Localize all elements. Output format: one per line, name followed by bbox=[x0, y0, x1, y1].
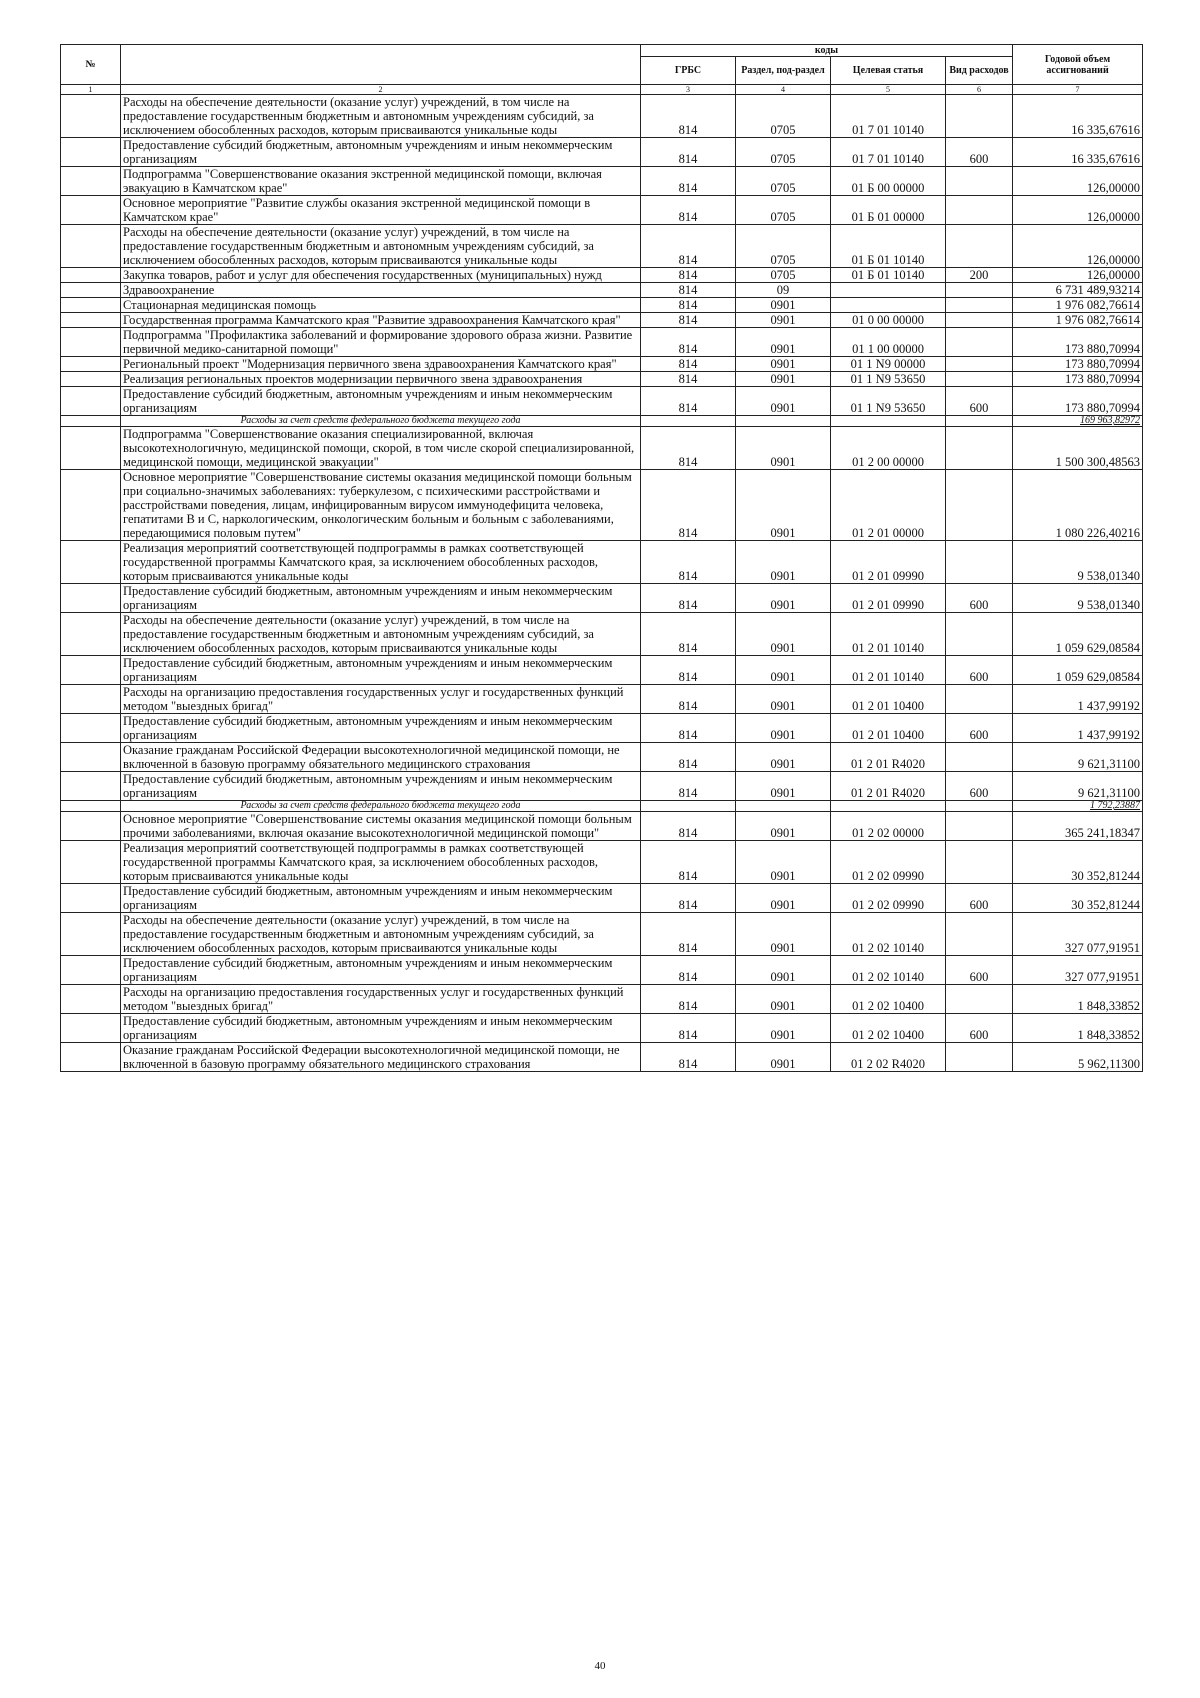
row-expense-type bbox=[946, 812, 1013, 841]
row-expense-type bbox=[946, 841, 1013, 884]
row-expense-type: 600 bbox=[946, 714, 1013, 743]
row-expense-type: 200 bbox=[946, 268, 1013, 283]
row-amount: 1 976 082,76614 bbox=[1013, 313, 1143, 328]
table-row bbox=[61, 812, 1143, 841]
row-target-article: 01 Б 01 10140 bbox=[831, 268, 946, 283]
row-target-article: 01 2 01 10140 bbox=[831, 613, 946, 656]
header-razdel: Раздел, под-раздел bbox=[736, 57, 831, 85]
row-name: Расходы на обеспечение деятельности (оказание услуг) учреждений, в том числе на предоставление государственным бюджетным и автономным учреждениям субсидий, за исключением обособленных расходов, которым присваиваются уникальные коды bbox=[121, 913, 641, 956]
table-row bbox=[61, 685, 1143, 714]
row-number bbox=[61, 328, 121, 357]
col-num: 5 bbox=[831, 85, 946, 95]
row-grbs: 814 bbox=[641, 268, 736, 283]
row-grbs: 814 bbox=[641, 225, 736, 268]
col-num: 2 bbox=[121, 85, 641, 95]
row-amount: 30 352,81244 bbox=[1013, 841, 1143, 884]
row-number bbox=[61, 387, 121, 416]
row-expense-type bbox=[946, 416, 1013, 427]
row-amount: 126,00000 bbox=[1013, 196, 1143, 225]
row-grbs: 814 bbox=[641, 541, 736, 584]
row-razdel: 0901 bbox=[736, 357, 831, 372]
row-grbs: 814 bbox=[641, 138, 736, 167]
row-target-article: 01 7 01 10140 bbox=[831, 138, 946, 167]
table-row bbox=[61, 956, 1143, 985]
row-razdel: 0705 bbox=[736, 167, 831, 196]
row-target-article: 01 2 01 10140 bbox=[831, 656, 946, 685]
row-razdel: 0901 bbox=[736, 743, 831, 772]
row-target-article: 01 1 00 00000 bbox=[831, 328, 946, 357]
row-target-article: 01 1 N9 00000 bbox=[831, 357, 946, 372]
row-expense-type bbox=[946, 685, 1013, 714]
row-grbs: 814 bbox=[641, 743, 736, 772]
row-target-article: 01 2 01 R4020 bbox=[831, 772, 946, 801]
row-amount: 16 335,67616 bbox=[1013, 138, 1143, 167]
row-target-article: 01 2 01 10400 bbox=[831, 685, 946, 714]
table-row bbox=[61, 884, 1143, 913]
row-grbs: 814 bbox=[641, 95, 736, 138]
row-number bbox=[61, 841, 121, 884]
row-razdel: 0901 bbox=[736, 387, 831, 416]
row-grbs: 814 bbox=[641, 357, 736, 372]
row-amount: 1 437,99192 bbox=[1013, 714, 1143, 743]
row-name: Основное мероприятие "Совершенствование системы оказания медицинской помощи больным при социально-значимых заболеваниях: туберкулезом, с психическими расстройствами и расстройствами поведения, лицам, инфицированным вирусом иммунодефицита человека, гепатитами В и С, наркологическим, онкологическим больным и больным с заболеваниями, передающимися половым путем" bbox=[121, 470, 641, 541]
row-number bbox=[61, 584, 121, 613]
row-amount: 1 500 300,48563 bbox=[1013, 427, 1143, 470]
row-expense-type bbox=[946, 470, 1013, 541]
row-amount: 1 437,99192 bbox=[1013, 685, 1143, 714]
row-target-article: 01 2 02 00000 bbox=[831, 812, 946, 841]
row-number bbox=[61, 357, 121, 372]
row-amount: 173 880,70994 bbox=[1013, 372, 1143, 387]
row-number bbox=[61, 656, 121, 685]
row-number bbox=[61, 613, 121, 656]
row-expense-type bbox=[946, 372, 1013, 387]
row-amount: 126,00000 bbox=[1013, 167, 1143, 196]
row-amount: 6 731 489,93214 bbox=[1013, 283, 1143, 298]
row-expense-type bbox=[946, 427, 1013, 470]
row-amount: 173 880,70994 bbox=[1013, 387, 1143, 416]
row-razdel: 09 bbox=[736, 283, 831, 298]
row-name: Предоставление субсидий бюджетным, автономным учреждениям и иным некоммерческим организациям bbox=[121, 1014, 641, 1043]
row-razdel: 0901 bbox=[736, 584, 831, 613]
row-razdel: 0901 bbox=[736, 772, 831, 801]
row-number bbox=[61, 372, 121, 387]
row-amount: 169 963,82972 bbox=[1013, 416, 1143, 427]
col-num: 4 bbox=[736, 85, 831, 95]
row-razdel: 0901 bbox=[736, 313, 831, 328]
row-number bbox=[61, 743, 121, 772]
row-amount: 9 538,01340 bbox=[1013, 541, 1143, 584]
row-grbs: 814 bbox=[641, 772, 736, 801]
row-number bbox=[61, 225, 121, 268]
row-name: Основное мероприятие "Развитие службы оказания экстренной медицинской помощи в Камчатском крае" bbox=[121, 196, 641, 225]
row-number bbox=[61, 470, 121, 541]
row-name: Оказание гражданам Российской Федерации высокотехнологичной медицинской помощи, не включенной в базовую программу обязательного медицинского страхования bbox=[121, 743, 641, 772]
row-number bbox=[61, 884, 121, 913]
row-razdel: 0901 bbox=[736, 613, 831, 656]
row-target-article bbox=[831, 416, 946, 427]
row-amount: 9 621,31100 bbox=[1013, 772, 1143, 801]
table-row bbox=[61, 95, 1143, 138]
table-row bbox=[61, 584, 1143, 613]
page-number: 40 bbox=[594, 1660, 606, 1672]
row-grbs: 814 bbox=[641, 283, 736, 298]
row-number bbox=[61, 427, 121, 470]
row-number bbox=[61, 416, 121, 427]
table-row bbox=[61, 743, 1143, 772]
row-razdel: 0901 bbox=[736, 470, 831, 541]
row-grbs: 814 bbox=[641, 167, 736, 196]
table-row bbox=[61, 167, 1143, 196]
row-grbs: 814 bbox=[641, 298, 736, 313]
table-row bbox=[61, 225, 1143, 268]
table-row bbox=[61, 313, 1143, 328]
table-row bbox=[61, 656, 1143, 685]
col-num: 7 bbox=[1013, 85, 1143, 95]
row-target-article: 01 2 01 R4020 bbox=[831, 743, 946, 772]
row-name: Предоставление субсидий бюджетным, автономным учреждениям и иным некоммерческим организациям bbox=[121, 584, 641, 613]
row-expense-type: 600 bbox=[946, 584, 1013, 613]
row-expense-type: 600 bbox=[946, 138, 1013, 167]
row-number bbox=[61, 801, 121, 812]
table-row bbox=[61, 772, 1143, 801]
row-number bbox=[61, 541, 121, 584]
row-target-article: 01 7 01 10140 bbox=[831, 95, 946, 138]
row-name: Основное мероприятие "Совершенствование системы оказания медицинской помощи больным прочими заболеваниями, включая оказание высокотехнологичной медицинской помощи" bbox=[121, 812, 641, 841]
row-amount: 173 880,70994 bbox=[1013, 357, 1143, 372]
row-target-article: 01 Б 01 10140 bbox=[831, 225, 946, 268]
row-amount: 9 538,01340 bbox=[1013, 584, 1143, 613]
row-razdel: 0901 bbox=[736, 913, 831, 956]
row-number bbox=[61, 138, 121, 167]
row-number bbox=[61, 985, 121, 1014]
table-row bbox=[61, 138, 1143, 167]
row-name: Реализация региональных проектов модернизации первичного звена здравоохранения bbox=[121, 372, 641, 387]
table-row bbox=[61, 841, 1143, 884]
row-target-article: 01 2 01 10400 bbox=[831, 714, 946, 743]
row-target-article: 01 2 02 R4020 bbox=[831, 1043, 946, 1072]
row-grbs: 814 bbox=[641, 956, 736, 985]
row-grbs: 814 bbox=[641, 584, 736, 613]
budget-table bbox=[60, 44, 1143, 1072]
row-grbs: 814 bbox=[641, 1014, 736, 1043]
row-name: Расходы за счет средств федерального бюджета текущего года bbox=[121, 416, 641, 427]
col-num: 3 bbox=[641, 85, 736, 95]
row-expense-type: 600 bbox=[946, 656, 1013, 685]
row-razdel bbox=[736, 801, 831, 812]
row-expense-type bbox=[946, 95, 1013, 138]
row-expense-type bbox=[946, 328, 1013, 357]
row-grbs: 814 bbox=[641, 985, 736, 1014]
col-num: 1 bbox=[61, 85, 121, 95]
row-name: Расходы за счет средств федерального бюджета текущего года bbox=[121, 801, 641, 812]
row-razdel: 0901 bbox=[736, 427, 831, 470]
row-target-article: 01 2 02 10400 bbox=[831, 1014, 946, 1043]
row-target-article: 01 0 00 00000 bbox=[831, 313, 946, 328]
row-target-article bbox=[831, 283, 946, 298]
row-number bbox=[61, 956, 121, 985]
row-name: Стационарная медицинская помощь bbox=[121, 298, 641, 313]
row-target-article: 01 Б 01 00000 bbox=[831, 196, 946, 225]
row-amount: 173 880,70994 bbox=[1013, 328, 1143, 357]
row-target-article: 01 2 01 09990 bbox=[831, 584, 946, 613]
row-grbs: 814 bbox=[641, 714, 736, 743]
row-target-article: 01 Б 00 00000 bbox=[831, 167, 946, 196]
row-name: Закупка товаров, работ и услуг для обеспечения государственных (муниципальных) нужд bbox=[121, 268, 641, 283]
row-name: Государственная программа Камчатского края "Развитие здравоохранения Камчатского края" bbox=[121, 313, 641, 328]
row-amount: 1 848,33852 bbox=[1013, 985, 1143, 1014]
row-number bbox=[61, 268, 121, 283]
row-expense-type bbox=[946, 313, 1013, 328]
row-number bbox=[61, 196, 121, 225]
row-razdel: 0901 bbox=[736, 298, 831, 313]
row-razdel: 0901 bbox=[736, 884, 831, 913]
row-number bbox=[61, 714, 121, 743]
row-expense-type bbox=[946, 801, 1013, 812]
row-razdel: 0901 bbox=[736, 985, 831, 1014]
row-amount: 5 962,11300 bbox=[1013, 1043, 1143, 1072]
table-row bbox=[61, 298, 1143, 313]
row-target-article: 01 2 00 00000 bbox=[831, 427, 946, 470]
row-amount: 327 077,91951 bbox=[1013, 956, 1143, 985]
table-row bbox=[61, 328, 1143, 357]
table-row bbox=[61, 801, 1143, 812]
row-number bbox=[61, 772, 121, 801]
row-name: Реализация мероприятий соответствующей подпрограммы в рамках соответствующей государственной программы Камчатского края, за исключением обособленных расходов, которым присваиваются уникальные коды bbox=[121, 841, 641, 884]
row-expense-type: 600 bbox=[946, 1014, 1013, 1043]
table-row bbox=[61, 372, 1143, 387]
row-name: Реализация мероприятий соответствующей подпрограммы в рамках соответствующей государственной программы Камчатского края, за исключением обособленных расходов, которым присваиваются уникальные коды bbox=[121, 541, 641, 584]
row-razdel: 0901 bbox=[736, 956, 831, 985]
row-expense-type bbox=[946, 985, 1013, 1014]
table-row bbox=[61, 613, 1143, 656]
row-number bbox=[61, 913, 121, 956]
table-row bbox=[61, 416, 1143, 427]
row-razdel bbox=[736, 416, 831, 427]
table-row bbox=[61, 427, 1143, 470]
row-number bbox=[61, 167, 121, 196]
table-row bbox=[61, 1014, 1143, 1043]
row-expense-type bbox=[946, 298, 1013, 313]
row-grbs: 814 bbox=[641, 427, 736, 470]
row-expense-type bbox=[946, 357, 1013, 372]
row-expense-type bbox=[946, 541, 1013, 584]
row-expense-type: 600 bbox=[946, 884, 1013, 913]
row-expense-type bbox=[946, 196, 1013, 225]
row-name: Оказание гражданам Российской Федерации высокотехнологичной медицинской помощи, не включенной в базовую программу обязательного медицинского страхования bbox=[121, 1043, 641, 1072]
col-num: 6 bbox=[946, 85, 1013, 95]
row-grbs: 814 bbox=[641, 913, 736, 956]
row-target-article: 01 2 01 00000 bbox=[831, 470, 946, 541]
row-expense-type: 600 bbox=[946, 387, 1013, 416]
row-number bbox=[61, 685, 121, 714]
header-tselevaya: Целевая статья bbox=[831, 57, 946, 85]
header-grbs: ГРБС bbox=[641, 57, 736, 85]
header-name bbox=[121, 45, 641, 85]
row-target-article: 01 2 02 10140 bbox=[831, 956, 946, 985]
row-target-article: 01 1 N9 53650 bbox=[831, 372, 946, 387]
row-amount: 16 335,67616 bbox=[1013, 95, 1143, 138]
row-amount: 9 621,31100 bbox=[1013, 743, 1143, 772]
row-name: Здравоохранение bbox=[121, 283, 641, 298]
row-amount: 1 792,23887 bbox=[1013, 801, 1143, 812]
row-grbs: 814 bbox=[641, 328, 736, 357]
row-expense-type bbox=[946, 225, 1013, 268]
row-amount: 126,00000 bbox=[1013, 225, 1143, 268]
row-grbs bbox=[641, 801, 736, 812]
row-name: Предоставление субсидий бюджетным, автономным учреждениям и иным некоммерческим организациям bbox=[121, 884, 641, 913]
row-expense-type bbox=[946, 1043, 1013, 1072]
row-target-article: 01 2 01 09990 bbox=[831, 541, 946, 584]
row-amount: 1 848,33852 bbox=[1013, 1014, 1143, 1043]
row-target-article: 01 2 02 09990 bbox=[831, 841, 946, 884]
row-target-article: 01 2 02 10400 bbox=[831, 985, 946, 1014]
row-grbs: 814 bbox=[641, 656, 736, 685]
row-number bbox=[61, 1043, 121, 1072]
row-grbs: 814 bbox=[641, 372, 736, 387]
row-grbs: 814 bbox=[641, 613, 736, 656]
row-name: Подпрограмма "Совершенствование оказания экстренной медицинской помощи, включая эвакуацию в Камчатском крае" bbox=[121, 167, 641, 196]
table-row bbox=[61, 268, 1143, 283]
row-amount: 1 059 629,08584 bbox=[1013, 656, 1143, 685]
row-number bbox=[61, 812, 121, 841]
row-name: Расходы на обеспечение деятельности (оказание услуг) учреждений, в том числе на предоставление государственным бюджетным и автономным учреждениям субсидий, за исключением обособленных расходов, которым присваиваются уникальные коды bbox=[121, 613, 641, 656]
row-expense-type bbox=[946, 167, 1013, 196]
table-row bbox=[61, 357, 1143, 372]
row-number bbox=[61, 1014, 121, 1043]
row-razdel: 0901 bbox=[736, 685, 831, 714]
row-grbs: 814 bbox=[641, 313, 736, 328]
row-name: Расходы на обеспечение деятельности (оказание услуг) учреждений, в том числе на предоставление государственным бюджетным и автономным учреждениям субсидий, за исключением обособленных расходов, которым присваиваются уникальные коды bbox=[121, 95, 641, 138]
row-name: Расходы на организацию предоставления государственных услуг и государственных функций методом "выездных бригад" bbox=[121, 985, 641, 1014]
row-razdel: 0705 bbox=[736, 196, 831, 225]
header-vid: Вид расходов bbox=[946, 57, 1013, 85]
table-row bbox=[61, 283, 1143, 298]
row-name: Предоставление субсидий бюджетным, автономным учреждениям и иным некоммерческим организациям bbox=[121, 956, 641, 985]
row-name: Предоставление субсидий бюджетным, автономным учреждениям и иным некоммерческим организациям bbox=[121, 714, 641, 743]
row-expense-type bbox=[946, 613, 1013, 656]
row-razdel: 0901 bbox=[736, 812, 831, 841]
row-grbs: 814 bbox=[641, 812, 736, 841]
row-name: Расходы на обеспечение деятельности (оказание услуг) учреждений, в том числе на предоставление государственным бюджетным и автономным учреждениям субсидий, за исключением обособленных расходов, которым присваиваются уникальные коды bbox=[121, 225, 641, 268]
table-row bbox=[61, 196, 1143, 225]
header-codes: коды bbox=[641, 45, 1013, 57]
row-expense-type: 600 bbox=[946, 956, 1013, 985]
row-razdel: 0901 bbox=[736, 328, 831, 357]
row-expense-type bbox=[946, 743, 1013, 772]
row-name: Предоставление субсидий бюджетным, автономным учреждениям и иным некоммерческим организациям bbox=[121, 387, 641, 416]
row-amount: 1 059 629,08584 bbox=[1013, 613, 1143, 656]
row-razdel: 0705 bbox=[736, 138, 831, 167]
row-amount: 327 077,91951 bbox=[1013, 913, 1143, 956]
row-razdel: 0901 bbox=[736, 1014, 831, 1043]
table-row bbox=[61, 1043, 1143, 1072]
header-no: № bbox=[61, 45, 121, 85]
row-amount: 365 241,18347 bbox=[1013, 812, 1143, 841]
row-grbs: 814 bbox=[641, 884, 736, 913]
row-razdel: 0901 bbox=[736, 841, 831, 884]
row-expense-type: 600 bbox=[946, 772, 1013, 801]
row-name: Региональный проект "Модернизация первичного звена здравоохранения Камчатского края" bbox=[121, 357, 641, 372]
row-razdel: 0901 bbox=[736, 656, 831, 685]
row-number bbox=[61, 313, 121, 328]
row-razdel: 0705 bbox=[736, 225, 831, 268]
row-grbs: 814 bbox=[641, 196, 736, 225]
row-name: Предоставление субсидий бюджетным, автономным учреждениям и иным некоммерческим организациям bbox=[121, 772, 641, 801]
row-target-article: 01 2 02 10140 bbox=[831, 913, 946, 956]
row-name: Подпрограмма "Профилактика заболеваний и формирование здорового образа жизни. Развитие первичной медико-санитарной помощи" bbox=[121, 328, 641, 357]
row-grbs: 814 bbox=[641, 387, 736, 416]
table-row bbox=[61, 387, 1143, 416]
row-target-article bbox=[831, 801, 946, 812]
row-number bbox=[61, 95, 121, 138]
row-amount: 1 976 082,76614 bbox=[1013, 298, 1143, 313]
row-name: Подпрограмма "Совершенствование оказания специализированной, включая высокотехнологичную, медицинской помощи, скорой, в том числе скорой специализированной, медицинской помощи, медицинской эвакуации" bbox=[121, 427, 641, 470]
row-expense-type bbox=[946, 283, 1013, 298]
header-volume: Годовой объем ассигнований bbox=[1013, 45, 1143, 85]
row-razdel: 0901 bbox=[736, 541, 831, 584]
row-target-article bbox=[831, 298, 946, 313]
row-name: Расходы на организацию предоставления государственных услуг и государственных функций методом "выездных бригад" bbox=[121, 685, 641, 714]
row-razdel: 0705 bbox=[736, 268, 831, 283]
table-row bbox=[61, 541, 1143, 584]
row-razdel: 0901 bbox=[736, 714, 831, 743]
row-amount: 126,00000 bbox=[1013, 268, 1143, 283]
table-row bbox=[61, 470, 1143, 541]
row-razdel: 0901 bbox=[736, 372, 831, 387]
row-amount: 30 352,81244 bbox=[1013, 884, 1143, 913]
row-grbs: 814 bbox=[641, 470, 736, 541]
row-target-article: 01 2 02 09990 bbox=[831, 884, 946, 913]
row-expense-type bbox=[946, 913, 1013, 956]
row-razdel: 0705 bbox=[736, 95, 831, 138]
row-number bbox=[61, 298, 121, 313]
row-target-article: 01 1 N9 53650 bbox=[831, 387, 946, 416]
table-row bbox=[61, 985, 1143, 1014]
row-name: Предоставление субсидий бюджетным, автономным учреждениям и иным некоммерческим организациям bbox=[121, 656, 641, 685]
row-grbs: 814 bbox=[641, 1043, 736, 1072]
row-amount: 1 080 226,40216 bbox=[1013, 470, 1143, 541]
row-razdel: 0901 bbox=[736, 1043, 831, 1072]
row-grbs bbox=[641, 416, 736, 427]
table-row bbox=[61, 714, 1143, 743]
row-number bbox=[61, 283, 121, 298]
table-row bbox=[61, 913, 1143, 956]
row-grbs: 814 bbox=[641, 685, 736, 714]
row-grbs: 814 bbox=[641, 841, 736, 884]
row-name: Предоставление субсидий бюджетным, автономным учреждениям и иным некоммерческим организациям bbox=[121, 138, 641, 167]
